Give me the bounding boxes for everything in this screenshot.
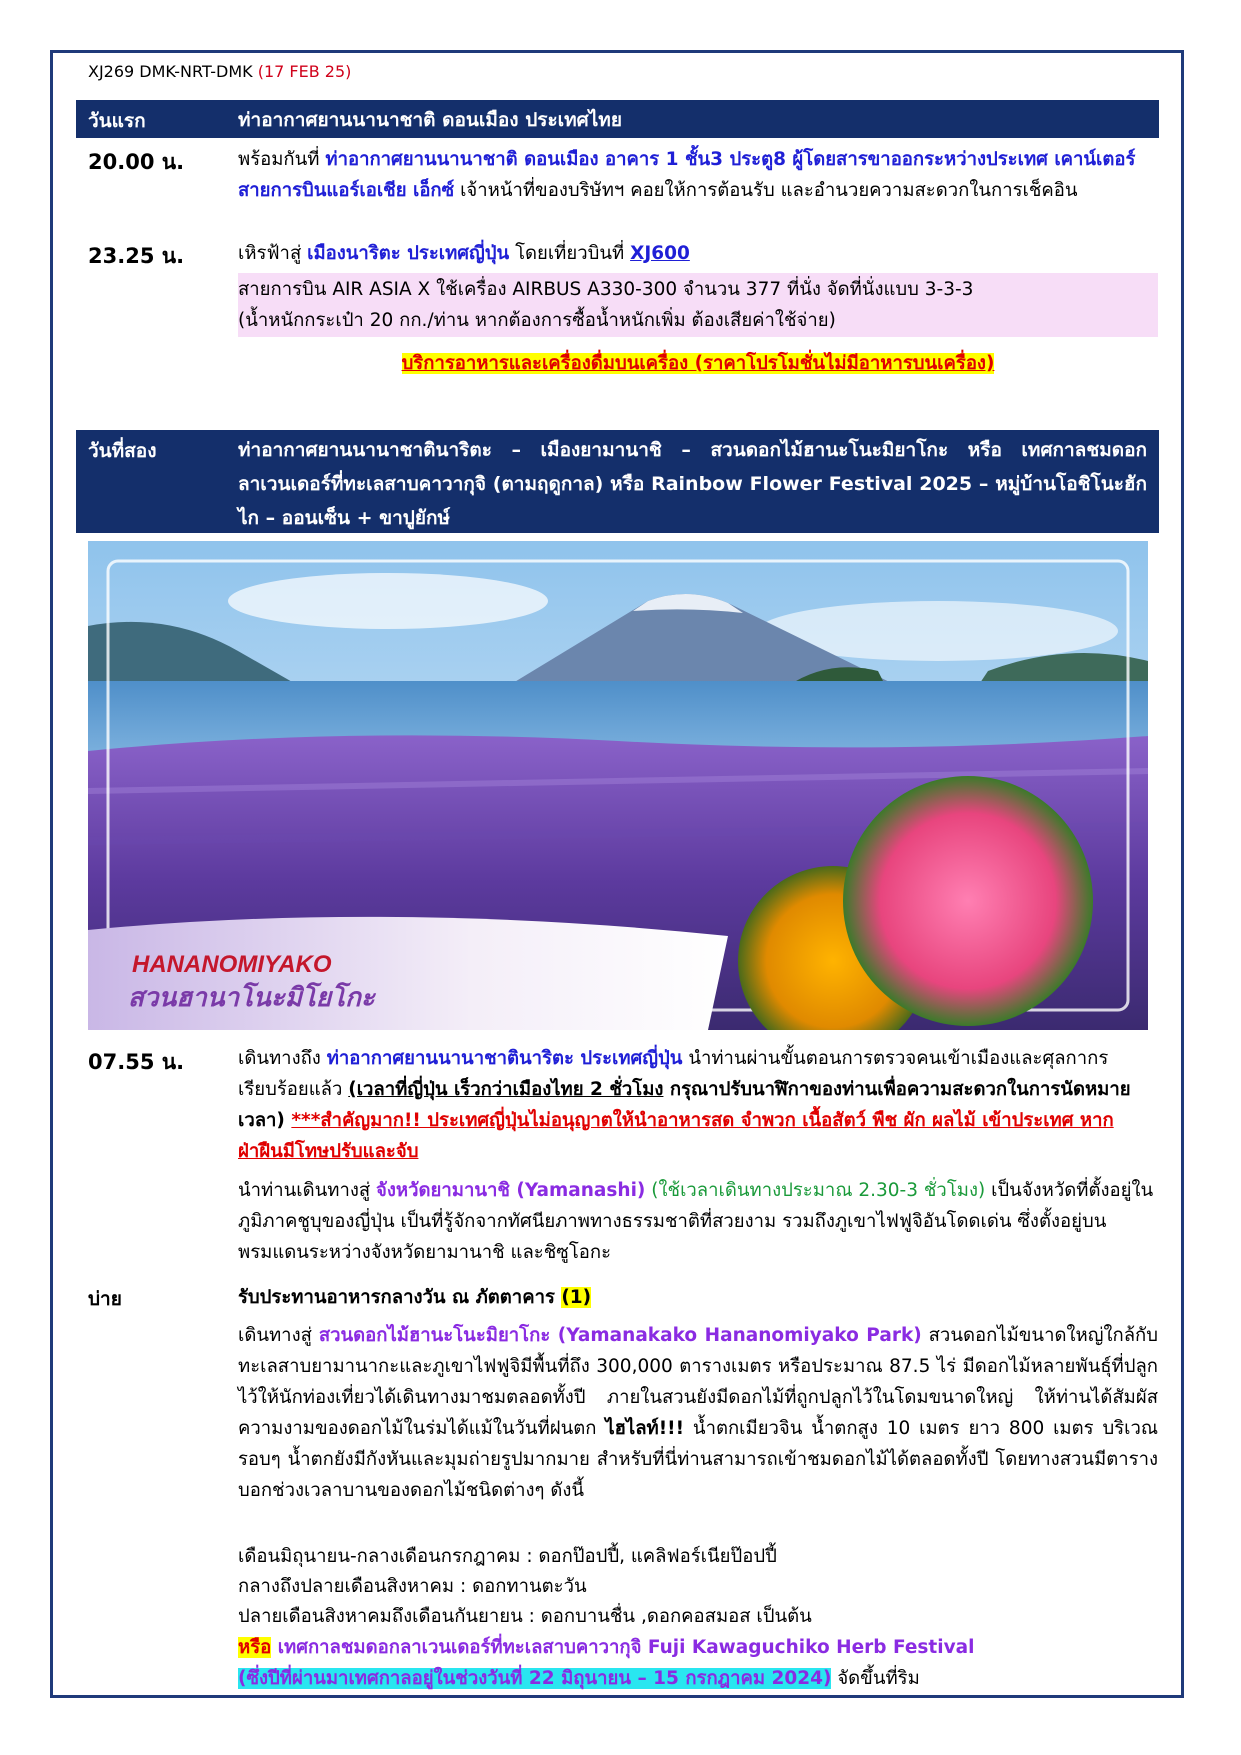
herb-festival-text: หรือ เทศกาลชมดอกลาเวนเดอร์ที่ทะเลสาบคาวากุจิ Fuji Kawaguchiko Herb Festival (ซึ่งปีที่ผ่านมาเทศกาลอยู่ในช่วงวันที่ 22 มิถุนายน – 15 กรกฎาคม 2024) จัดขึ้นที่ริม xyxy=(238,1637,975,1689)
herb-festival-dates: (ซึ่งปีที่ผ่านมาเทศกาลอยู่ในช่วงวันที่ 22 มิถุนายน – 15 กรกฎาคม 2024) xyxy=(238,1668,832,1689)
or-label: หรือ xyxy=(238,1637,272,1658)
aircraft-line-1: สายการบิน AIR ASIA X ใช้เครื่อง AIRBUS A330-300 จำนวน 377 ที่นั่ง จัดที่นั่งแบบ 3-3-3 xyxy=(238,279,974,300)
park-text: เดินทางสู่ สวนดอกไม้ฮานะโนะมิยาโกะ (Yamanakako Hananomiyako Park) สวนดอกไม้ขนาดใหญ่ใกล้กับทะเลสาบยามานากะและภูเขาไฟฟูจิมีพื้นที่ถึง 300,000 ตารางเมตร หรือประมาณ 87.5 ไร่ มีดอกไม้หลายพันธุ์ที่ปลูกไว้ให้นักท่องเที่ยวได้เดินทางมาชมตลอดทั้งปี ภายในสวนยังมีดอกไม้ที่ถูกปลูกไว้ในโดมขนาดใหญ่ ให้ท่านได้สัมผัสความงามของดอกไม้ในร่มได้แม้ในวันที่ฝนตก ไฮไลท์!!! น้ำตกเมียวจิน น้ำตกสูง 10 เมตร ยาว 800 เมตร บริเวณรอบๆ น้ำตกยังมีกังหันและมุมถ่ายรูปมากมาย สำหรับที่นี่ท่านสามารถเข้าชมดอกไม้ได้ตลอดทั้งปี โดยทางสวนมีตารางบอกช่วงเวลาบานของดอกไม้ชนิดต่างๆ ดังนี้ xyxy=(238,1325,1158,1501)
arrival-text: เดินทางถึง ท่าอากาศยานนานาชาตินาริตะ ประเทศญี่ปุ่น นำท่านผ่านขั้นตอนการตรวจคนเข้าเมืองและศุลกากร เรียบร้อยแล้ว (เวลาที่ญี่ปุ่น เร็วกว่าเมืองไทย 2 ชั่วโมง กรุณาปรับนาฬิกาของท่านเพื่อความสะดวกในการนัดหมายเวลา) ***สำคัญมาก!! ประเทศญี่ปุ่นไม่อนุญาตให้นำอาหารสด จำพวก เนื้อสัตว์ พืช ผัก ผลไม้ เข้าประเทศ หากฝ่าฝืนมีโทษปรับและจับ xyxy=(238,1048,1131,1162)
photo-logo-en: HANANOMIYAKO xyxy=(132,951,332,978)
hananomiyako-photo xyxy=(88,541,1148,1030)
season-item-1: เดือนมิถุนายน-กลางเดือนกรกฎาคม : ดอกป๊อปปี้, แคลิฟอร์เนียป๊อปปี้ xyxy=(238,1546,777,1567)
yamanashi-text: นำท่านเดินทางสู่ จังหวัดยามานาชิ (Yamanashi) (ใช้เวลาเดินทางประมาณ 2.30-3 ชั่วโมง) เป็นจังหวัดที่ตั้งอยู่ในภูมิภาคชูบุของญี่ปุ่น เป็นที่รู้จักจากทัศนียภาพทางธรรมชาติที่สวยงาม รวมถึงภูเขาไฟฟูจิอันโดดเด่น ซึ่งตั้งอยู่บนพรมแดนระหว่างจังหวัดยามานาชิ และชิซูโอกะ xyxy=(238,1180,1154,1263)
time-2325: 23.25 น. xyxy=(88,244,185,268)
lunch-text: รับประทานอาหารกลางวัน ณ ภัตตาคาร (1) xyxy=(238,1287,592,1308)
tour-code xyxy=(88,62,351,81)
meeting-point-text: พร้อมกันที่ ท่าอากาศยานนานาชาติ ดอนเมือง อาคาร 1 ชั้น3 ประตู8 ผู้โดยสารขาออกระหว่างประเทศ เคาน์เตอร์ สายการบินแอร์เอเชีย เอ็กซ์ เจ้าหน้าที่ของบริษัทฯ คอยให้การต้อนรับ และอำนวยความสะดวกในการเช็คอิน xyxy=(238,149,1136,201)
day2-label: วันที่สอง xyxy=(88,440,157,462)
time-afternoon: บ่าย xyxy=(88,1288,122,1310)
day2-header xyxy=(76,430,1159,533)
flight-number: XJ600 xyxy=(630,243,690,264)
food-warning: ***สำคัญมาก!! ประเทศญี่ปุ่นไม่อนุญาตให้นำอาหารสด จำพวก เนื้อสัตว์ พืช ผัก ผลไม้ เข้าประเทศ หากฝ่าฝืนมีโทษปรับและจับ xyxy=(238,1110,1114,1162)
tour-date: (17 FEB 25) xyxy=(257,62,352,81)
day2-title: ท่าอากาศยานนานาชาตินาริตะ – เมืองยามานาชิ – สวนดอกไม้ฮานะโนะมิยาโกะ หรือ เทศกาลชมดอกลาเวนเดอร์ที่ทะเลสาบคาวากุจิ (ตามฤดูกาล) หรือ Rainbow Flower Festival 2025 – หมู่บ้านโอชิโนะฮักไก – ออนเซ็น + ขาปูยักษ์ xyxy=(238,439,1147,529)
departure-text: เหิรฟ้าสู่ เมืองนาริตะ ประเทศญี่ปุ่น โดยเที่ยวบินที่ XJ600 xyxy=(238,243,690,264)
day1-header xyxy=(76,100,1159,138)
day1-label: วันแรก xyxy=(88,110,146,132)
day1-title: ท่าอากาศยานนานาชาติ ดอนเมือง ประเทศไทย xyxy=(238,109,622,131)
photo-logo-th: สวนฮานาโนะมิโยโกะ xyxy=(128,983,375,1013)
aircraft-info xyxy=(238,274,1158,336)
meal-note: บริการอาหารและเครื่องดื่มบนเครื่อง (ราคาโปรโมชั่นไม่มีอาหารบนเครื่อง) xyxy=(401,353,995,374)
time-0755: 07.55 น. xyxy=(88,1050,185,1074)
season-list xyxy=(238,1542,1158,1632)
meal-count: (1) xyxy=(561,1287,592,1308)
season-item-2: กลางถึงปลายเดือนสิงหาคม : ดอกทานตะวัน xyxy=(238,1576,587,1597)
tour-code-text: XJ269 DMK-NRT-DMK xyxy=(88,62,253,81)
highlight-label: ไฮไลท์!!! xyxy=(605,1418,685,1439)
aircraft-line-2: (น้ำหนักกระเป๋า 20 กก./ท่าน หากต้องการซื้อน้ำหนักเพิ่ม ต้องเสียค่าใช้จ่าย) xyxy=(238,310,836,331)
time-2000: 20.00 น. xyxy=(88,150,185,174)
season-item-3: ปลายเดือนสิงหาคมถึงเดือนกันยายน : ดอกบานชื่น ,ดอกคอสมอส เป็นต้น xyxy=(238,1606,812,1627)
